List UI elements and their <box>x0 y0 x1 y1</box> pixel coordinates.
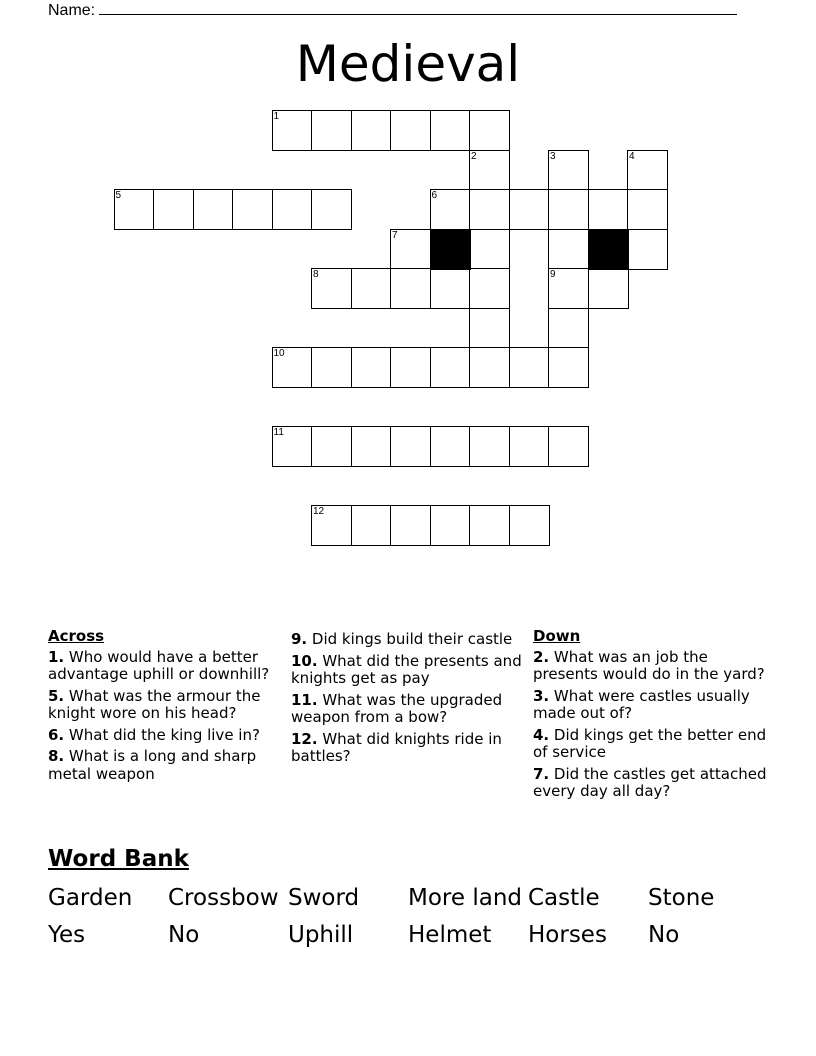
clue <box>291 653 526 688</box>
clue-number: 12 <box>313 506 325 517</box>
clue-num: 7. <box>533 764 550 783</box>
crossword-cell[interactable] <box>548 189 589 230</box>
crossword-cell[interactable] <box>311 347 352 388</box>
crossword-cell[interactable] <box>351 505 392 546</box>
clue-number: 10 <box>273 348 285 359</box>
clue-text: Did the castles get attached every day all day? <box>533 764 767 800</box>
crossword-cell[interactable] <box>627 229 668 270</box>
clue <box>48 649 283 684</box>
clue-number: 9 <box>550 269 556 280</box>
clue-num: 10. <box>291 651 318 670</box>
clue-number: 8 <box>313 269 319 280</box>
crossword-cell[interactable] <box>469 347 510 388</box>
clue-number: 1 <box>273 111 280 122</box>
across-clues <box>48 628 283 787</box>
down-heading: Down <box>533 627 581 645</box>
crossword-cell[interactable] <box>311 110 352 151</box>
word-bank-word: Crossbow <box>168 885 279 911</box>
clue-text: What was the armour the knight wore on his head? <box>48 686 261 722</box>
crossword-cell[interactable] <box>469 229 510 270</box>
clue-num: 5. <box>48 686 65 705</box>
clue <box>291 631 526 649</box>
word-bank-word: No <box>648 922 680 948</box>
word-bank-word: Helmet <box>408 922 492 948</box>
clue-text: Did kings get the better end of service <box>533 725 767 761</box>
crossword-cell[interactable] <box>390 268 431 309</box>
down-clues <box>533 628 768 805</box>
clue <box>533 766 768 801</box>
clue-num: 2. <box>533 647 550 666</box>
clue <box>48 727 283 745</box>
crossword-cell[interactable] <box>153 189 194 230</box>
clue-text: What did the king live in? <box>64 725 260 744</box>
crossword-cell[interactable] <box>509 426 550 467</box>
clue-number: 3 <box>550 150 556 162</box>
clue-text: What did the presents and knights get as pay <box>291 651 522 687</box>
clue-text: What were castles usually made out of? <box>533 686 750 722</box>
clue <box>533 649 768 684</box>
crossword-cell[interactable] <box>469 189 510 230</box>
clue-num: 4. <box>533 725 550 744</box>
across-clues-continued <box>291 631 526 770</box>
crossword-cell[interactable] <box>114 189 155 230</box>
clue <box>291 731 526 766</box>
across-heading: Across <box>48 627 105 645</box>
crossword-cell[interactable] <box>469 308 510 349</box>
word-bank-word: No <box>168 922 200 948</box>
crossword-cell[interactable] <box>193 189 234 230</box>
crossword-cell[interactable] <box>627 150 668 191</box>
crossword-cell[interactable] <box>430 189 471 230</box>
word-bank-word: More land <box>408 885 522 911</box>
clue <box>48 688 283 723</box>
crossword-cell[interactable] <box>469 150 510 191</box>
crossword-cell[interactable] <box>272 347 313 388</box>
clue <box>291 692 526 727</box>
crossword-cell[interactable] <box>390 347 431 388</box>
crossword-cell[interactable] <box>430 268 471 309</box>
clue-number: 6 <box>431 190 438 201</box>
clue-text: Did kings build their castle <box>307 630 513 648</box>
crossword-cell[interactable] <box>272 110 313 151</box>
clue-num: 8. <box>48 747 65 765</box>
crossword-cell[interactable] <box>311 505 352 546</box>
clue-text: Who would have a better advantage uphill or downhill? <box>48 647 270 683</box>
clue-number: 11 <box>273 427 284 438</box>
clue-num: 1. <box>48 647 65 666</box>
crossword-cell[interactable] <box>430 426 471 467</box>
clue-number: 4 <box>629 150 635 162</box>
clue-number: 7 <box>392 229 398 241</box>
clue-num: 9. <box>291 630 308 648</box>
crossword-cell[interactable] <box>469 505 510 546</box>
crossword-cell[interactable] <box>390 229 431 270</box>
word-bank-word: Castle <box>528 885 600 911</box>
crossword-cell[interactable] <box>351 110 392 151</box>
crossword-cell[interactable] <box>548 229 589 270</box>
crossword-cell[interactable] <box>548 308 589 349</box>
clue-text: What did knights ride in battles? <box>291 729 502 765</box>
crossword-cell[interactable] <box>390 426 431 467</box>
crossword-cell[interactable] <box>548 268 589 309</box>
word-bank-word: Sword <box>288 885 360 911</box>
crossword-cell[interactable] <box>311 268 352 309</box>
black-cell <box>430 229 471 270</box>
crossword-cell[interactable] <box>351 347 392 388</box>
crossword-cell[interactable] <box>311 426 352 467</box>
crossword-cell[interactable] <box>430 505 471 546</box>
crossword-cell[interactable] <box>351 268 392 309</box>
page-title: Medieval <box>295 35 521 93</box>
word-bank-word: Stone <box>648 885 715 911</box>
clue-num: 11. <box>291 690 318 709</box>
crossword-cell[interactable] <box>548 426 589 467</box>
clue <box>533 727 768 762</box>
crossword-cell[interactable] <box>509 189 550 230</box>
crossword-cell[interactable] <box>469 268 510 309</box>
word-bank-heading: Word Bank <box>48 846 189 872</box>
crossword-cell[interactable] <box>509 347 550 388</box>
clue-number: 2 <box>471 150 477 162</box>
clue-number: 5 <box>115 190 122 201</box>
crossword-cell[interactable] <box>588 268 629 309</box>
crossword-cell[interactable] <box>509 505 550 546</box>
name-label: Name: <box>48 2 96 19</box>
crossword-cell[interactable] <box>390 110 431 151</box>
clue-num: 3. <box>533 686 550 705</box>
clue-text: What was the upgraded weapon from a bow? <box>291 690 503 726</box>
clue-text: What is a long and sharp metal weapon <box>48 747 257 783</box>
black-cell <box>588 229 629 270</box>
crossword-cell[interactable] <box>430 110 471 151</box>
clue <box>533 688 768 723</box>
crossword-cell[interactable] <box>548 347 589 388</box>
crossword-cell[interactable] <box>311 189 352 230</box>
crossword-cell[interactable] <box>548 150 589 191</box>
crossword-cell[interactable] <box>469 110 510 151</box>
crossword-cell[interactable] <box>390 505 431 546</box>
word-bank-word: Garden <box>48 885 133 911</box>
crossword-cell[interactable] <box>627 189 668 230</box>
word-bank-word: Uphill <box>288 922 354 948</box>
clue-num: 6. <box>48 725 65 744</box>
crossword-cell[interactable] <box>232 189 273 230</box>
crossword-cell[interactable] <box>469 426 510 467</box>
clue <box>48 748 283 783</box>
clue-text: What was an job the presents would do in the yard? <box>533 647 765 683</box>
crossword-cell[interactable] <box>351 426 392 467</box>
crossword-cell[interactable] <box>588 189 629 230</box>
crossword-cell[interactable] <box>430 347 471 388</box>
word-bank-word: Horses <box>528 922 607 948</box>
word-bank-word: Yes <box>48 922 86 948</box>
clue-num: 12. <box>291 729 318 748</box>
crossword-cell[interactable] <box>272 189 313 230</box>
crossword-cell[interactable] <box>272 426 313 467</box>
